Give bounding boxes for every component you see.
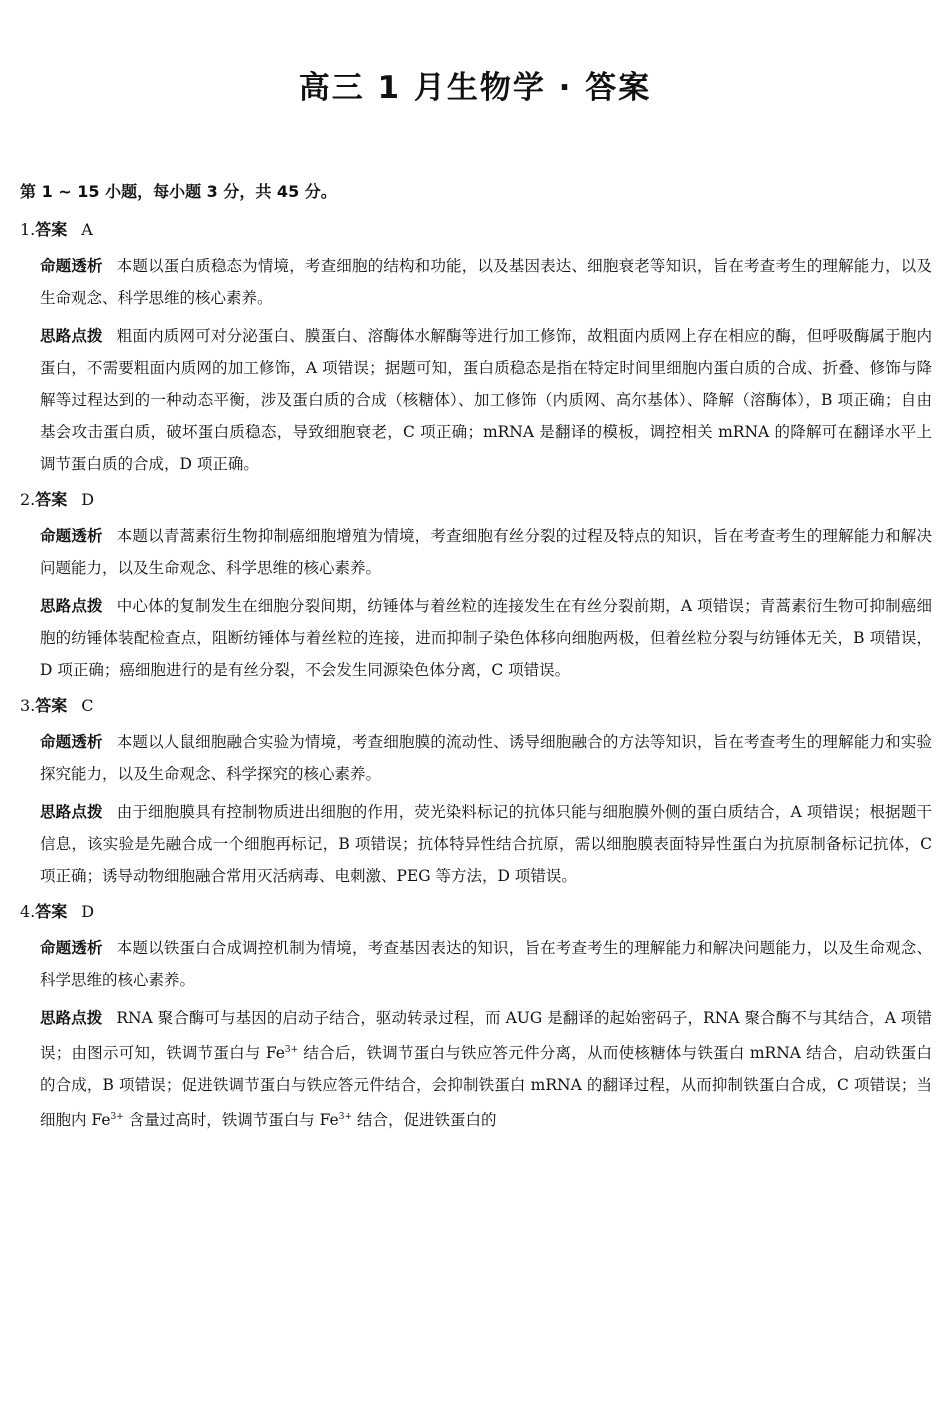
question-3 — [20, 692, 932, 892]
hint-paragraph — [40, 320, 932, 480]
analysis-label: 命题透析 — [40, 939, 103, 957]
answer-line — [20, 898, 932, 926]
answer-label: 答案 — [35, 902, 68, 921]
hint-text-part: 结合，促进铁蛋白的 — [352, 1111, 497, 1130]
hint-paragraph — [40, 796, 932, 892]
hint-text: 中心体的复制发生在细胞分裂间期，纺锤体与着丝粒的连接发生在有丝分裂前期，A 项错误；青蒿素衍生物可抑制癌细胞的纺锤体装配检查点，阻断纺锤体与着丝粒的连接，进而抑制子染色体移向细胞两极，但着丝粒分裂与纺锤体无关，B 项错误，D 项正确；癌细胞进行的是有丝分裂，不会发生同源染色体分离，C 项错误。 — [40, 597, 932, 679]
answer-line — [20, 216, 932, 244]
analysis-label: 命题透析 — [40, 733, 103, 751]
hint-label: 思路点拨 — [40, 597, 103, 615]
question-number: 1. — [20, 220, 36, 239]
answer-label: 答案 — [35, 696, 68, 715]
analysis-text: 本题以蛋白质稳态为情境，考查细胞的结构和功能，以及基因表达、细胞衰老等知识，旨在考查考生的理解能力，以及生命观念、科学思维的核心素养。 — [40, 257, 932, 307]
analysis-paragraph — [40, 726, 932, 790]
answer-label: 答案 — [35, 220, 68, 239]
hint-label: 思路点拨 — [40, 327, 103, 345]
hint-paragraph — [40, 590, 932, 686]
question-2 — [20, 486, 932, 686]
hint-text-part: 结合后，铁调节蛋白与铁应答元件分离，从而使核糖体与铁蛋白 mRNA 结合，启动铁蛋白的合成，B 项错误；促进铁调节蛋白与铁应答元件结合，会抑制铁蛋白 mRNA 的翻译过程，从而抑制铁蛋白合成，C 项错误；当细胞内 Fe — [40, 1044, 932, 1130]
hint-text: 由于细胞膜具有控制物质进出细胞的作用，荧光染料标记的抗体只能与细胞膜外侧的蛋白质结合，A 项错误；根据题干信息，该实验是先融合成一个细胞再标记，B 项错误；抗体特异性结合抗原，需以细胞膜表面特异性蛋白为抗原制备标记抗体，C 项正确；诱导动物细胞融合常用灭活病毒、电刺激、PEG 等方法，D 项错误。 — [40, 803, 932, 885]
superscript: 3+ — [110, 1112, 124, 1123]
hint-paragraph — [40, 1002, 932, 1136]
answer-value: D — [81, 490, 95, 509]
superscript: 3+ — [284, 1045, 299, 1055]
answer-content — [20, 178, 932, 1142]
analysis-paragraph — [40, 932, 932, 996]
question-1 — [20, 216, 932, 480]
analysis-label: 命题透析 — [40, 527, 103, 545]
analysis-text: 本题以青蒿素衍生物抑制癌细胞增殖为情境，考查细胞有丝分裂的过程及特点的知识，旨在考查考生的理解能力和解决问题能力，以及生命观念、科学思维的核心素养。 — [40, 527, 932, 577]
question-number: 3. — [20, 696, 36, 715]
answer-line — [20, 486, 932, 514]
analysis-paragraph — [40, 520, 932, 584]
answer-value: C — [81, 696, 94, 715]
answer-label: 答案 — [35, 490, 68, 509]
analysis-text: 本题以人鼠细胞融合实验为情境，考查细胞膜的流动性、诱导细胞融合的方法等知识，旨在考查考生的理解能力和实验探究能力，以及生命观念、科学探究的核心素养。 — [40, 733, 932, 783]
hint-text: 粗面内质网可对分泌蛋白、膜蛋白、溶酶体水解酶等进行加工修饰，故粗面内质网上存在相应的酶，但呼吸酶属于胞内蛋白，不需要粗面内质网的加工修饰，A 项错误；据题可知，蛋白质稳态是指在特定时间里细胞内蛋白质的合成、折叠、修饰与降解等过程达到的一种动态平衡，涉及蛋白质的合成（核糖体）、加工修饰（内质网、高尔基体）、降解（溶酶体），B 项正确；自由基会攻击蛋白质，破坏蛋白质稳态，导致细胞衰老，C 项正确；mRNA 是翻译的模板，调控相关 mRNA 的降解可在翻译水平上调节蛋白质的合成，D 项正确。 — [40, 327, 932, 473]
section-note: 第 1 ~ 15 小题，每小题 3 分，共 45 分。 — [20, 182, 337, 201]
superscript: 3+ — [338, 1112, 353, 1123]
hint-text-part: RNA 聚合酶可与基因的启动子结合，驱动转录过程，而 AUG 是翻译的起始密码子，RNA 聚合酶不与其结合，A 项错误；由图示可知，铁调节蛋白与 Fe — [40, 1009, 932, 1063]
hint-text-part: 含量过高时，铁调节蛋白与 Fe — [123, 1111, 339, 1130]
question-number: 2. — [20, 490, 36, 509]
hint-label: 思路点拨 — [40, 1009, 103, 1027]
analysis-label: 命题透析 — [40, 257, 103, 275]
analysis-text: 本题以铁蛋白合成调控机制为情境，考查基因表达的知识，旨在考查考生的理解能力和解决问题能力，以及生命观念、科学思维的核心素养。 — [40, 939, 932, 989]
hint-label: 思路点拨 — [40, 803, 103, 821]
page-title: 高三 1 月生物学 · 答案 — [298, 70, 652, 106]
question-4 — [20, 898, 932, 1136]
answer-line — [20, 692, 932, 720]
analysis-paragraph — [40, 250, 932, 314]
answer-value: A — [81, 220, 93, 239]
question-number: 4. — [20, 902, 36, 921]
answer-value: D — [81, 902, 95, 921]
